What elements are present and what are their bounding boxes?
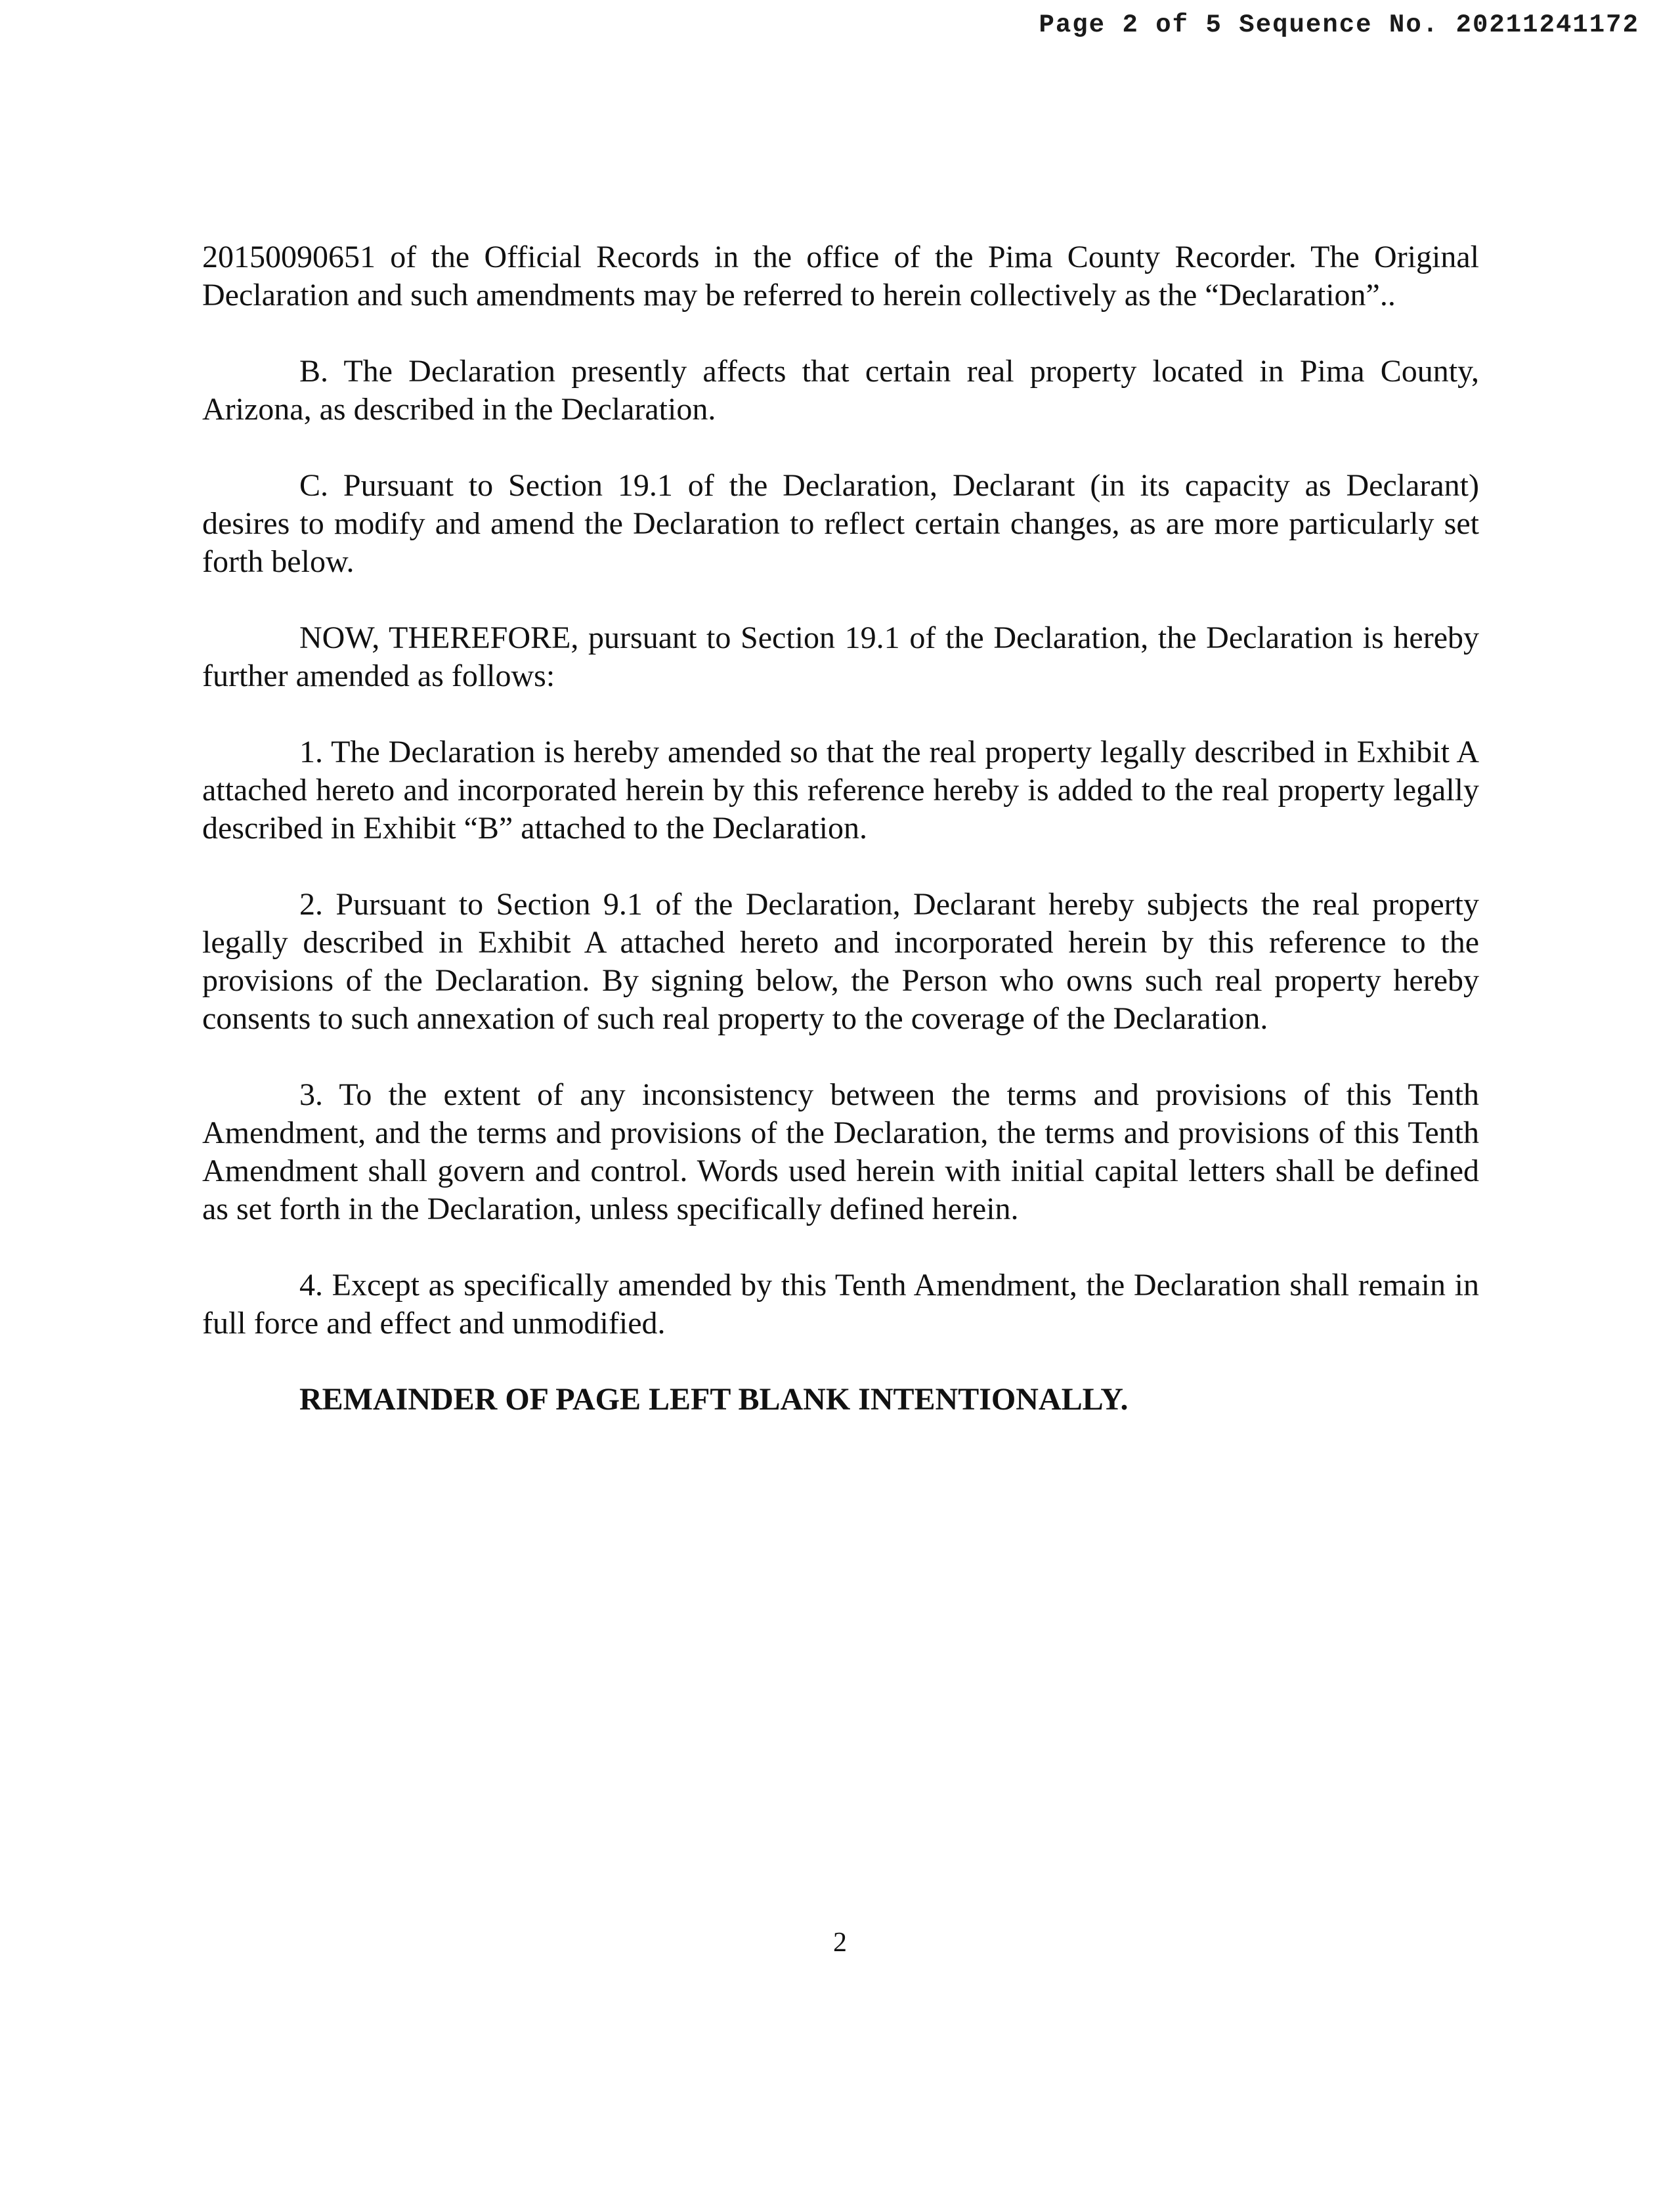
blank-page-notice: REMAINDER OF PAGE LEFT BLANK INTENTIONALLY. (299, 1382, 1129, 1417)
amendment-item-2: 2. Pursuant to Section 9.1 of the Declaration, Declarant hereby subjects the real property legally described in Exhibit A attached hereto and incorporated herein by this reference to the provisions of the Declaration. By signing below, the Person who owns such real property hereby consents to such annexation of such real property to the coverage of the Declaration. (202, 887, 1479, 1036)
amendment-item-1: 1. The Declaration is hereby amended so that the real property legally described in Exhibit A attached hereto and incorporated herein by this reference hereby is added to the real property legally described in Exhibit “B” attached to the Declaration. (202, 735, 1479, 846)
recital-b: B. The Declaration presently affects that certain real property located in Pima County, Arizona, as described in the Declaration. (202, 354, 1479, 427)
recorder-page-stamp: Page 2 of 5 Sequence No. 20211241172 (1039, 11, 1639, 39)
document-body (202, 238, 1479, 1419)
page-number: 2 (833, 1928, 847, 1958)
amendment-item-4: 4. Except as specifically amended by this Tenth Amendment, the Declaration shall remain in full force and effect and unmodified. (202, 1268, 1479, 1341)
amendment-item-3: 3. To the extent of any inconsistency between the terms and provisions of this Tenth Amendment, and the terms and provisions of the Declaration, the terms and provisions of this Tenth Amendment shall govern and control. Words used herein with initial capital letters shall be defined as set forth in the Declaration, unless specifically defined herein. (202, 1077, 1479, 1226)
paragraph-continuation: 20150090651 of the Official Records in the office of the Pima County Recorder. The Original Declaration and such amendments may be referred to herein collectively as the “Declaration”.. (202, 240, 1479, 313)
now-therefore-clause: NOW, THEREFORE, pursuant to Section 19.1 of the Declaration, the Declaration is hereby further amended as follows: (202, 620, 1479, 693)
recital-c: C. Pursuant to Section 19.1 of the Declaration, Declarant (in its capacity as Declarant) desires to modify and amend the Declaration to reflect certain changes, as are more particularly set forth below. (202, 468, 1479, 579)
